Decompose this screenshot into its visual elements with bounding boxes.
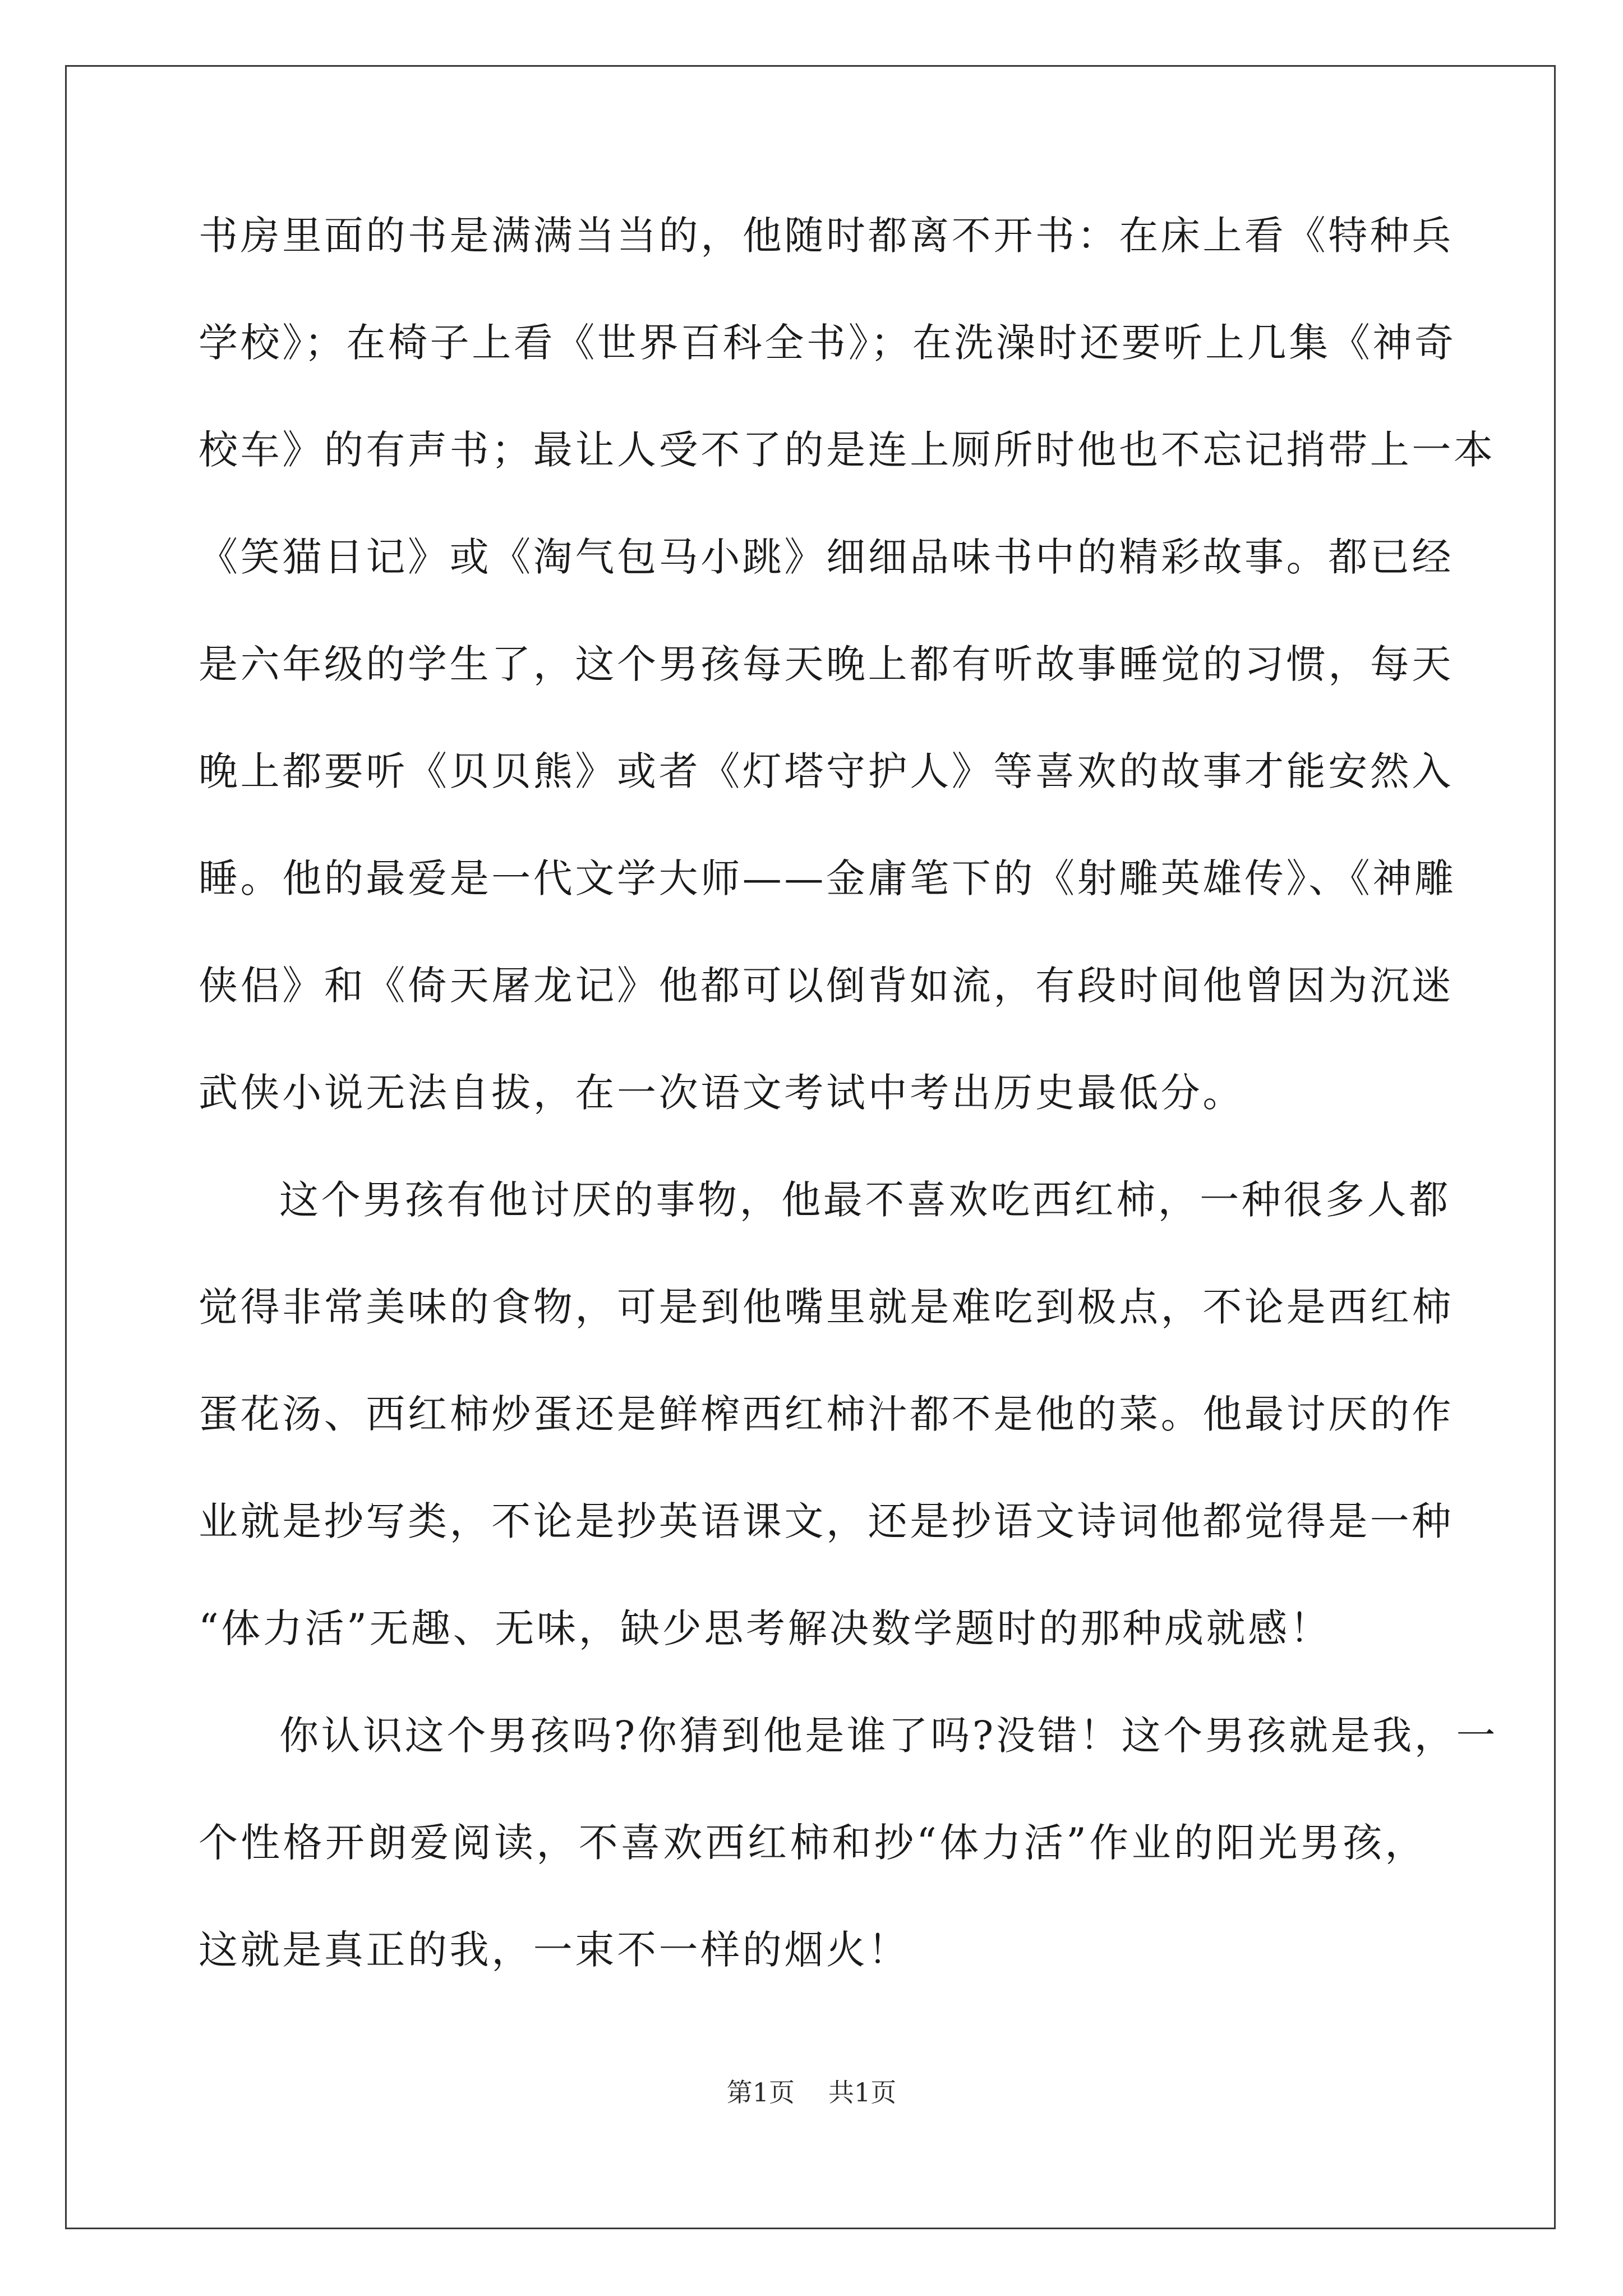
paragraph-first-line: 这个男孩有他讨厌的事物，他最不喜欢吃西红柿，一种很多人都 [279,1177,1451,1223]
text-line: 是六年级的学生了，这个男孩每天晚上都有听故事睡觉的习惯，每天 [199,641,1454,687]
text-line: 个性格开朗爱阅读，不喜欢西红柿和抄“体力活”作业的阳光男孩， [199,1820,1427,1866]
text-line: 侠侣》和《倚天屠龙记》他都可以倒背如流，有段时间他曾因为沉迷 [199,963,1454,1009]
text-line: 武侠小说无法自拔，在一次语文考试中考出历史最低分。 [199,1070,1244,1116]
text-line: 学校》；在椅子上看《世界百科全书》；在洗澡时还要听上几集《神奇 [199,320,1456,366]
text-line: 晚上都要听《贝贝熊》或者《灯塔守护人》等喜欢的故事才能安然入 [199,748,1454,794]
text-line: 业就是抄写类，不论是抄英语课文，还是抄语文诗词他都觉得是一种 [199,1498,1454,1544]
text-line: 觉得非常美味的食物，可是到他嘴里就是难吃到极点，不论是西红柿 [199,1284,1454,1330]
page-footer [0,2076,1623,2109]
paragraph-first-line: 你认识这个男孩吗?你猜到他是谁了吗?没错！这个男孩就是我，一 [279,1713,1498,1759]
text-line: 蛋花汤、西红柿炒蛋还是鲜榨西红柿汁都不是他的菜。他最讨厌的作 [199,1391,1454,1437]
text-line: 《笑猫日记》或《淘气包马小跳》细细品味书中的精彩故事。都已经 [199,534,1454,580]
text-line: 校车》的有声书；最让人受不了的是连上厕所时他也不忘记捎带上一本 [199,427,1496,473]
page-number-total: 共1页 [828,2077,897,2108]
text-line: 睡。他的最爱是一代文学大师——金庸笔下的《射雕英雄传》、《神雕 [199,855,1456,901]
page-number-current: 第1页 [726,2077,795,2108]
document-body [199,209,1498,2030]
text-line: 书房里面的书是满满当当的，他随时都离不开书：在床上看《特种兵 [199,213,1454,259]
text-line: 这就是真正的我，一束不一样的烟火！ [199,1927,910,1973]
text-line: “体力活”无趣、无味，缺少思考解决数学题时的那种成就感！ [199,1605,1332,1651]
